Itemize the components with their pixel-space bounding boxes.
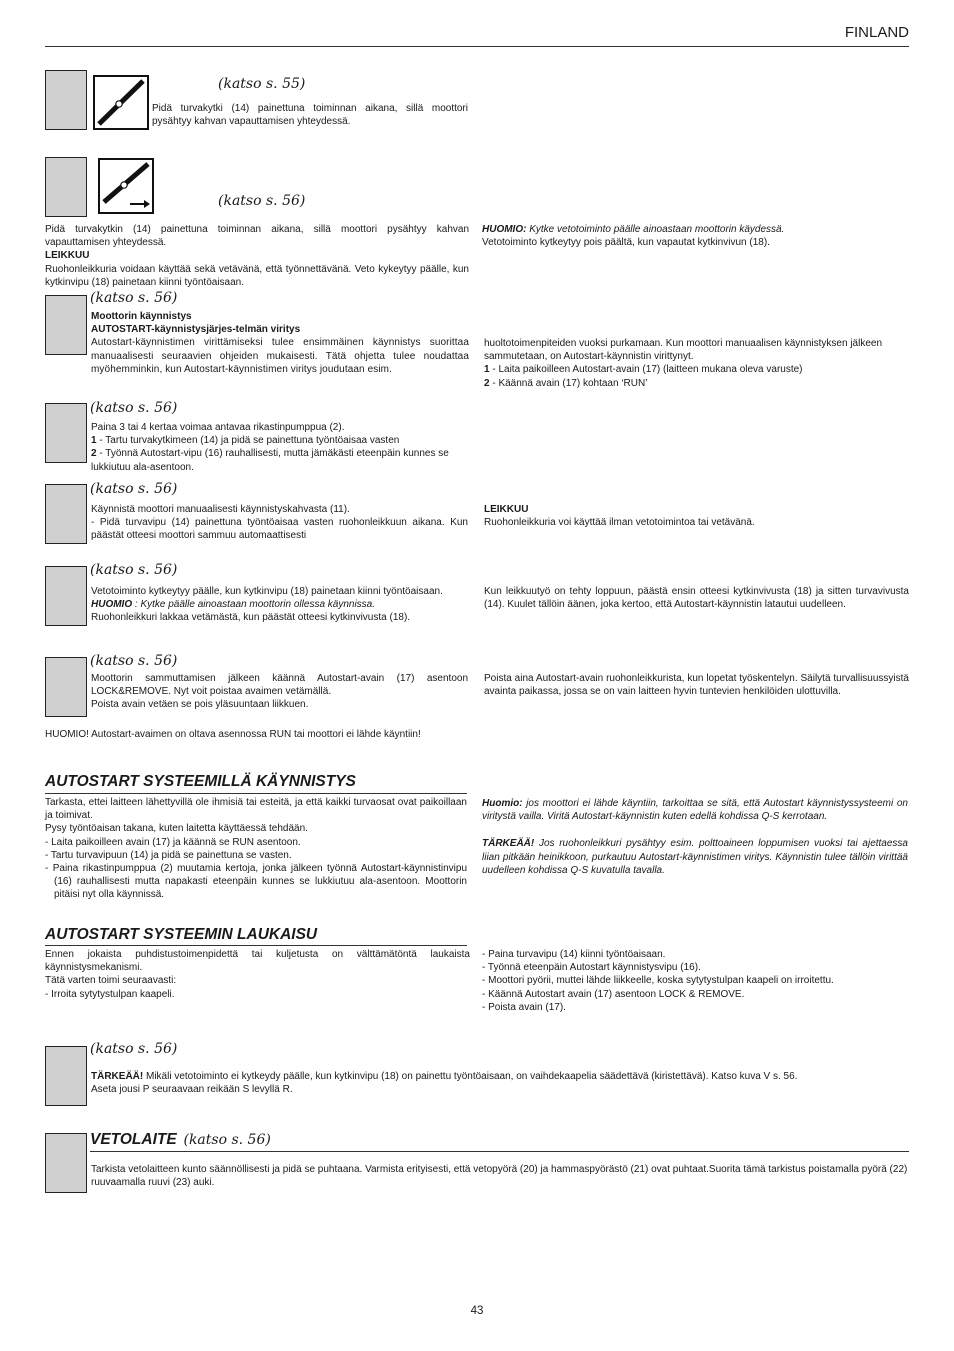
- katso-ref-9: (katso s. 56): [183, 1132, 271, 1148]
- section1-para: Pysy työntöaisan takana, kuten laitetta käyttäessä tehdään.: [45, 823, 308, 835]
- katso-ref-7: (katso s. 56): [90, 653, 178, 669]
- section1-divider: [45, 793, 467, 794]
- huomio-text: Kytke vetotoiminto päälle ainoastaan moottorin käydessä.: [526, 224, 785, 235]
- huomio-label: Huomio:: [482, 798, 523, 809]
- section1-title: AUTOSTART SYSTEEMILLÄ KÄYNNISTYS: [45, 773, 356, 790]
- block6-left: [91, 585, 471, 625]
- block9-heading: [90, 1131, 271, 1149]
- block3-text: Autostart-käynnistimen virittämiseksi tulee ensimmäinen käynnistys suorittaa manuaalisesti seuraavien ohjeiden mukaisesti. Tätä ohjetta tulee noudattaa myöhemminkin, kun Autostart-käynnistimen viritys joudutaan esim.: [91, 337, 469, 375]
- section2-divider: [45, 945, 467, 946]
- figure-placeholder-9: [45, 1133, 87, 1193]
- section2-left: [45, 948, 470, 1001]
- block3-right-p1: huoltotoimenpiteiden vuoksi purkamaan. Kun moottori manuaalisen käynnistyksen jälkeen sammutetaan, on Autostart-käynnistin virittynyt.: [484, 338, 883, 363]
- figure-placeholder-1: [45, 70, 87, 130]
- block7-p2: Poista avain vetäen se pois yläsuuntaan liikkuen.: [91, 699, 309, 711]
- section2-step: - Työnnä eteenpäin Autostart käynnistysvipu (16).: [482, 962, 701, 974]
- block5-right: [484, 503, 910, 529]
- tarkeaa-label: TÄRKEÄÄ!: [91, 1071, 144, 1082]
- lever-drive-icon: [98, 158, 154, 214]
- block7-p1: Moottorin sammuttamisen jälkeen käännä Autostart-avain (17) asentoon LOCK&REMOVE. Nyt voit poistaa avaimen vetämällä.: [91, 673, 468, 698]
- block3-left: [91, 310, 469, 376]
- block3-heading1: Moottorin käynnistys: [91, 311, 192, 322]
- block4-text: [91, 421, 471, 474]
- figure-placeholder-2: [45, 157, 87, 217]
- figure-placeholder-5: [45, 484, 87, 544]
- block8-text: [91, 1070, 909, 1096]
- tarkeaa-label: TÄRKEÄÄ!: [482, 838, 535, 850]
- block5-right-heading: LEIKKUU: [484, 504, 529, 515]
- block6-p1: Vetotoiminto kytkeytyy päälle, kun kytkinvipu (18) painetaan kiinni työntöaisaan.: [91, 586, 443, 597]
- header-country: FINLAND: [844, 24, 909, 41]
- block2-right-p2: Vetotoiminto kytkeytyy pois päältä, kun vapautat kytkinvivun (18).: [482, 237, 770, 249]
- step-number: 1: [91, 435, 97, 447]
- block2-left-heading: LEIKKUU: [45, 250, 90, 262]
- huomio-text: : Kytke päälle ainoastaan moottorin ollessa käynnissa.: [132, 599, 376, 611]
- katso-ref-4: (katso s. 56): [90, 400, 178, 416]
- block8-p2: Aseta jousi P seuraavaan reikään S levyllä R.: [91, 1084, 293, 1096]
- section2-step: - Käännä Autostart avain (17) asentoon LOCK & REMOVE.: [482, 988, 745, 1000]
- section2-right: [482, 948, 910, 1014]
- section2-para: Tätä varten toimi seuraavasti:: [45, 975, 177, 987]
- block9-text: Tarkista vetolaitteen kunto säännöllisesti ja pidä se puhtaana. Varmista erityisesti, että vetopyörä (20) ja hammaspyörästö (21) ovat puhtaat.Suorita tämä tarkistus poistamalla pyörä (22) ruuvaamalla ruuvi (23) auki.: [91, 1164, 908, 1189]
- tarkeaa-text: Mikäli vetotoiminto ei kytkeydy päälle, kun kytkinvipu (18) on painettu työntöaisaan, on vaihdekaapelia säädettävä (kiristettävä). Katso kuva V s. 56.: [143, 1071, 798, 1082]
- katso-ref-3: (katso s. 56): [90, 290, 178, 306]
- section2-step: - Poista avain (17).: [482, 1001, 566, 1013]
- figure-placeholder-7: [45, 657, 87, 717]
- step-number: 2: [91, 448, 97, 460]
- section2-title: AUTOSTART SYSTEEMIN LAUKAISU: [45, 926, 318, 943]
- huomio-label: HUOMIO: [91, 599, 133, 611]
- block9-title: VETOLAITE: [90, 1131, 177, 1148]
- step-number: 1: [484, 364, 490, 376]
- figure-placeholder-6: [45, 566, 87, 626]
- tarkeaa-text: Jos ruohonleikkuri pysähtyy esim. polttoaineen loppumisen vuoksi tai ajettaessa liian pitkään heinikkoon, purkautuu Autostart-käynnistimen viritys. Käynnistin tulee tällöin virittää uudelleen kohdissa Q-S kuvatulla tavalla.: [482, 838, 908, 876]
- block1-text: Pidä turvakytki (14) painettuna toiminnan aikana, sillä moottori pysähtyy kahvan vapauttamisen yhteydessä.: [152, 103, 468, 128]
- figure-placeholder-4: [45, 403, 87, 463]
- block7-right: Poista aina Autostart-avain ruohonleikkurista, kun lopetat työskentelyn. Säilytä turvallisuussyistä avainta paikassa, jossa se on vain laitteen hyvin tuntevien henkilöiden ulottuvilla.: [484, 673, 909, 698]
- step-text: - Laita paikoilleen Autostart-avain (17) (laitteen mukana oleva varuste): [489, 364, 803, 376]
- katso-ref-5: (katso s. 56): [90, 481, 178, 497]
- block3-right: [484, 337, 920, 390]
- section2-step: - Paina turvavipu (14) kiinni työntöaisaan.: [482, 949, 666, 960]
- katso-ref-2: (katso s. 56): [218, 193, 306, 209]
- section1-para: Tarkasta, ettei laitteen lähettyvillä ole ihmisiä tai esteitä, ja että kaikki turvaosat ovat paikoillaan ja toimivat.: [45, 797, 467, 822]
- step-text: - Työnnä Autostart-vipu (16) rauhallisesti, mutta jämäkästi eteenpäin kunnes se lukkiutuu ala-asentoon.: [91, 448, 449, 473]
- page-number: 43: [470, 1305, 484, 1317]
- block2-left-p1: Pidä turvakytkin (14) painettuna toiminnan aikana, sillä moottori pysähtyy kahvan vapauttamisen yhteydessä.: [45, 224, 469, 249]
- section2-step: - Moottori pyörii, muttei lähde liikkeelle, koska sytytystulpan kaapeli on irroitettu.: [482, 975, 834, 987]
- block2-left: [45, 223, 469, 289]
- block7-note: HUOMIO! Autostart-avaimen on oltava asennossa RUN tai moottori ei lähde käyntiin!: [45, 729, 421, 740]
- step-number: 2: [484, 377, 490, 389]
- block2-right: [482, 223, 910, 249]
- katso-ref-8: (katso s. 56): [90, 1041, 178, 1057]
- katso-ref-1: (katso s. 55): [218, 76, 306, 92]
- section1-para: - Tartu turvavipuun (14) ja pidä se painettuna se vasten.: [45, 849, 292, 861]
- step-text: - Tartu turvakytkimeen (14) ja pidä se painettuna työntöaisaa vasten: [96, 435, 400, 447]
- block7-left: [91, 672, 468, 712]
- figure-placeholder-8: [45, 1046, 87, 1106]
- section2-para: - Irroita sytytystulpan kaapeli.: [45, 988, 175, 1000]
- lever-pressed-icon: [93, 75, 149, 130]
- step-text: - Käännä avain (17) kohtaan ‘RUN’: [489, 377, 648, 389]
- header-divider: [45, 46, 909, 47]
- katso-ref-6: (katso s. 56): [90, 562, 178, 578]
- block5-right-text: Ruohonleikkuria voi käyttää ilman vetotoimintoa tai vetävänä.: [484, 517, 755, 529]
- section1-para: - Paina rikastinpumppua (2) muutamia kertoja, jonka jälkeen työnnä Autostart-käynnistinvipu (16) rauhallisesti mutta napakasti eteenpäin kunnes se lukkiutuu ala-asentoon. Moottorin pitäisi nyt olla käynnissä.: [45, 863, 467, 901]
- figure-placeholder-3: [45, 295, 87, 355]
- block2-left-p2: Ruohonleikkuria voidaan käyttää sekä vetävänä, että työnnettävänä. Veto kykeytyy päälle, kun kytkinvipu (18) painetaan kiinni työntöaisaan.: [45, 263, 469, 288]
- block3-heading2: AUTOSTART-käynnistysjärjes-telmän viritys: [91, 324, 301, 336]
- block9-divider: [90, 1151, 909, 1152]
- section2-para: Ennen jokaista puhdistustoimenpidettä tai kuljetusta on välttämätöntä laukaista käynnistysmekanismi.: [45, 949, 470, 974]
- section1-para: - Laita paikoilleen avain (17) ja käännä se RUN asentoon.: [45, 836, 301, 848]
- block5-text: Käynnistä moottori manuaalisesti käynnistyskahvasta (11). - Pidä turvavipu (14) painettuna työntöaisaa vasten ruohonleikkuun aikana. Kun päästät otteesi moottori sammuu automaattisesti: [91, 504, 468, 542]
- block6-p3: Ruohonleikkuri lakkaa vetämästä, kun päästät otteesi kytkinvivusta (18).: [91, 612, 411, 624]
- huomio-text: jos moottori ei lähde käyntiin, tarkoittaa se sitä, että Autostart käynnistyssysteemi on viritystä vailla. Viritä Autostart-käynnistin kuten edellä kohdissa Q-S kerrotaan.: [482, 798, 908, 823]
- section1-left: [45, 796, 467, 902]
- huomio-label: HUOMIO:: [482, 224, 527, 235]
- block4-p1: Paina 3 tai 4 kertaa voimaa antavaa rikastinpumppua (2).: [91, 422, 345, 433]
- block6-right: Kun leikkuutyö on tehty loppuun, päästä ensin otteesi kytkinvivusta (18) ja sitten turvavivusta (14). Kuulet tällöin äänen, joka kertoo, että Autostart-käynnistin latautui uudelleen.: [484, 586, 909, 611]
- section1-right: [482, 797, 908, 877]
